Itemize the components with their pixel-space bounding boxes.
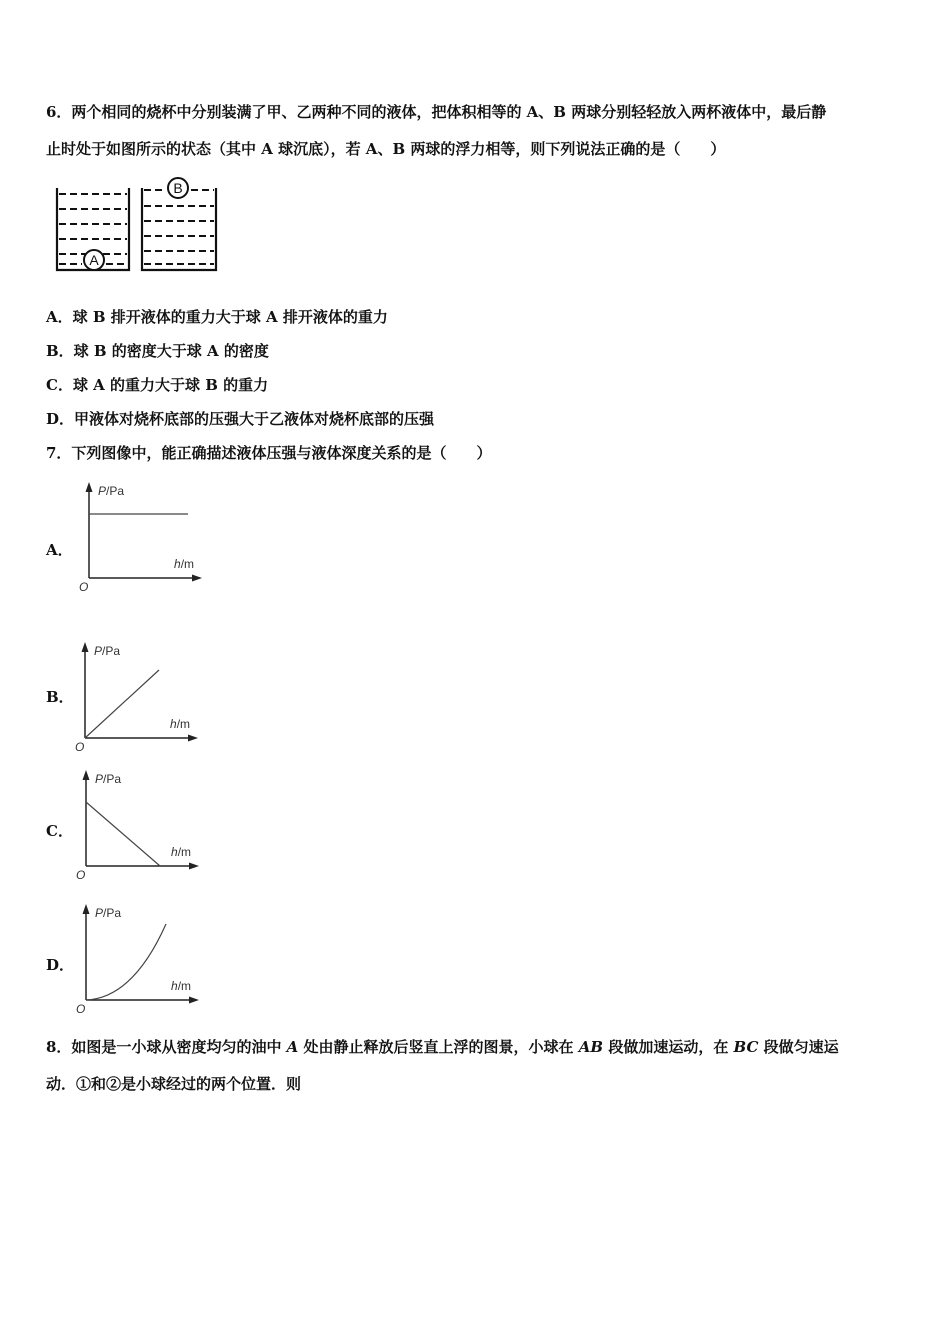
q7-stem: 7．下列图像中，能正确描述液体压强与液体深度关系的是（ ） (46, 444, 492, 462)
q6-beakers-figure (52, 176, 222, 276)
graph-c-x-unit: /m (177, 845, 192, 859)
graph-b-x-var: h (170, 717, 177, 731)
graph-b-origin: O (75, 740, 85, 754)
graph-d-curve (86, 924, 166, 1000)
graph-d-origin: O (76, 1002, 86, 1016)
q8-text-2: 处由静止释放后竖直上浮的图景，小球在 (298, 1038, 579, 1056)
graph-d-x-var: h (171, 979, 178, 993)
svg-text:P/Pa (98, 484, 124, 498)
graph-a-y-unit: /Pa (106, 484, 125, 498)
graph-b-y-var: P (94, 644, 103, 658)
q7-graph-d (73, 902, 203, 1017)
graph-a-y-var: P (98, 484, 107, 498)
q7-graph-b (72, 640, 202, 755)
q8-segment-ab: AB (578, 1038, 604, 1056)
q6-option-a: A．球 B 排开液体的重力大于球 A 排开液体的重力 (46, 308, 388, 326)
q6-stem-line1: 6．两个相同的烧杯中分别装满了甲、乙两种不同的液体，把体积相等的 A、B 两球分别轻轻放入两杯液体中，最后静 (46, 103, 827, 121)
beaker-yi (142, 188, 216, 270)
q7-option-b-letter: B． (46, 688, 74, 706)
q8-text-1: 8．如图是一小球从密度均匀的油中 (46, 1038, 287, 1056)
graph-c-y-var: P (95, 772, 104, 786)
q8-text-4: 段做匀速运 (758, 1038, 839, 1056)
svg-text:P/Pa (95, 772, 121, 786)
svg-text:h/m (174, 557, 194, 571)
graph-b-x-unit: /m (176, 717, 191, 731)
q8-stem-line1 (46, 1037, 839, 1057)
graph-c-curve (86, 802, 160, 866)
q8-segment-bc: BC (733, 1038, 759, 1056)
q7-option-c-letter: C． (46, 822, 73, 840)
q6-option-d: D．甲液体对烧杯底部的压强大于乙液体对烧杯底部的压强 (46, 410, 435, 428)
svg-text:h/m (170, 717, 190, 731)
graph-a-x-var: h (174, 557, 181, 571)
q6-stem-line2: 止时处于如图所示的状态（其中 A 球沉底），若 A、B 两球的浮力相等，则下列说法正确的是（ ） (46, 140, 726, 158)
ball-b-label: B (173, 180, 183, 196)
q8-point-a: A (286, 1038, 299, 1056)
q6-option-c: C．球 A 的重力大于球 B 的重力 (46, 376, 269, 394)
q7-graph-c (73, 768, 203, 883)
svg-text:P/Pa (94, 644, 120, 658)
graph-d-x-unit: /m (177, 979, 192, 993)
q8-stem-line2: 动．①和②是小球经过的两个位置．则 (46, 1075, 302, 1093)
q8-text-3: 段做加速运动，在 (603, 1038, 734, 1056)
q6-option-b: B．球 B 的密度大于球 A 的密度 (46, 342, 269, 360)
q7-option-d-letter: D． (46, 956, 75, 974)
svg-text:P/Pa (95, 906, 121, 920)
q7-graph-a (76, 480, 206, 595)
svg-text:h/m (171, 845, 191, 859)
graph-c-origin: O (76, 868, 86, 882)
graph-a-origin: O (79, 580, 89, 594)
graph-c-y-unit: /Pa (103, 772, 122, 786)
graph-b-curve (85, 670, 159, 738)
graph-c-x-var: h (171, 845, 178, 859)
graph-b-y-unit: /Pa (102, 644, 121, 658)
graph-a-x-unit: /m (180, 557, 195, 571)
q7-option-a-letter: A． (46, 541, 73, 559)
svg-text:h/m (171, 979, 191, 993)
ball-a-label: A (89, 252, 99, 268)
graph-d-y-var: P (95, 906, 104, 920)
graph-d-y-unit: /Pa (103, 906, 122, 920)
